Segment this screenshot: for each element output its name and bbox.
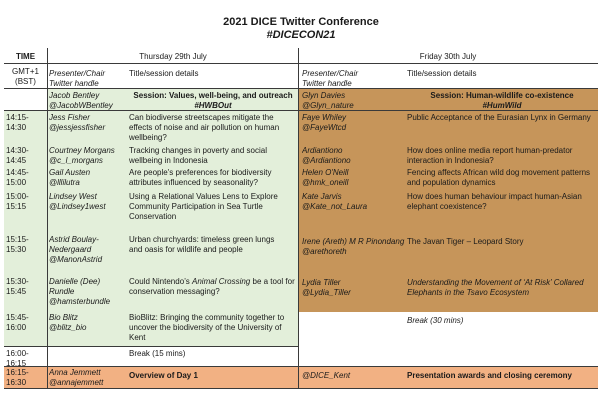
friday-presenter: Helen O'Neill @hmk_oneill [302, 168, 349, 187]
thursday-session-chair: Jacob Bentley @JacobWBentley [49, 91, 113, 110]
time-slot: 14:30- 14:45 [6, 146, 29, 165]
thursday-session-title: Session: Values, well-being, and outreach [133, 91, 293, 100]
friday-presenter: Irene (Areth) M R Pinondang @arethoreth [302, 237, 405, 256]
thursday-presenter: Danielle (Dee) Rundle @hamsterbundle [49, 277, 111, 306]
friday-talk-title: How does human behaviour impact human-Asian elephant coexistence? [407, 192, 582, 211]
friday-talk-title: How does online media report human-predator interaction in Indonesia? [407, 146, 573, 165]
friday-talk-title: The Javan Tiger – Leopard Story [407, 237, 524, 246]
friday-presenter: Faye Whiley @FayeWtcd [302, 113, 347, 132]
friday-session-chair: Glyn Davies @Glyn_nature [302, 91, 354, 110]
thursday-talk-title: Overview of Day 1 [129, 371, 198, 380]
time-slot: 15:00- 15:15 [6, 192, 29, 211]
friday-talk-title: Fencing affects African wild dog movement patterns and population dynamics [407, 168, 591, 187]
friday-talk-title: Public Acceptance of the Eurasian Lynx in Germany [407, 113, 591, 122]
time-slot: 15:15- 15:30 [6, 235, 29, 254]
friday-session-tag: #HumWild [482, 101, 522, 110]
friday-break: Break (30 mins) [407, 316, 464, 325]
grid-line [4, 346, 298, 347]
friday-presenter-header: Presenter/Chair Twitter handle [302, 69, 359, 88]
friday-talk-title: Understanding the Movement of ‘At Risk’ Collared Elephants in the Tsavo Ecosystem [407, 278, 584, 297]
thursday-presenter: Astrid Boulay- Nedergaard @ManonAstrid [49, 235, 103, 264]
time-header: TIME [15, 52, 36, 61]
title-text: Could Nintendo’s [129, 277, 193, 286]
friday-details-header: Title/session details [407, 69, 477, 78]
conference-title: 2021 DICE Twitter Conference [223, 16, 379, 28]
time-slot: 14:15- 14:30 [6, 113, 29, 132]
thursday-presenter: Lindsey West @Lindsey1west [49, 192, 106, 211]
thursday-talk-title: BioBlitz: Bringing the community together to uncover the biodiversity of the University of Kent [129, 313, 285, 342]
thursday-presenter: Bio Blitz @blitz_bio [49, 313, 87, 332]
friday-header: Friday 30th July [419, 52, 477, 61]
thursday-presenter-header: Presenter/Chair Twitter handle [49, 69, 106, 88]
thursday-talk-title: Tracking changes in poverty and social wellbeing in Indonesia [129, 146, 267, 165]
time-slot: 16:15- 16:30 [6, 368, 29, 387]
conference-hashtag: #DICECON21 [266, 29, 336, 41]
thursday-header: Thursday 29th July [139, 52, 207, 61]
grid-line [298, 48, 299, 388]
gmt-header: GMT+1 (BST) [12, 67, 39, 86]
thursday-talk-title [129, 277, 297, 297]
grid-line [4, 63, 598, 64]
friday-session-title: Session: Human-wildlife co-existence [430, 91, 574, 100]
title-emphasis: Animal Crossing [192, 277, 251, 286]
grid-line [4, 388, 598, 389]
time-slot: 14:45- 15:00 [6, 168, 29, 187]
grid-line [47, 48, 48, 388]
thursday-break: Break (15 mins) [129, 349, 186, 358]
time-slot: 15:30- 15:45 [6, 277, 29, 296]
thursday-session-tag: #HWBOut [194, 101, 232, 110]
thursday-presenter: Courtney Morgans @c_l_morgans [49, 146, 115, 165]
thursday-talk-title: Are people's preferences for biodiversity attributes influenced by seasonality? [129, 168, 272, 187]
friday-presenter: Ardiantiono @Ardiantiono [302, 146, 351, 165]
friday-talk-title: Presentation awards and closing ceremony [407, 371, 572, 380]
friday-presenter: Lydia Tiller @Lydia_Tiller [302, 278, 351, 297]
time-slot: 16:00- 16:15 [6, 349, 29, 368]
thursday-presenter: Jess Fisher @jessjessfisher [49, 113, 106, 132]
friday-presenter: Kate Jarvis @Kate_not_Laura [302, 192, 368, 211]
thursday-talk-title: Can biodiverse streetscapes mitigate the effects of noise and air pollution on human wellbeing? [129, 113, 280, 142]
time-slot: 15:45- 16:00 [6, 313, 29, 332]
thursday-presenter: Gail Austen @lllilutra [49, 168, 91, 187]
friday-presenter: @DICE_Kent [302, 371, 351, 380]
thursday-talk-title: Using a Relational Values Lens to Explore Community Participation in Sea Turtle Conservation [129, 192, 278, 221]
title-text: be a tool for conservation messaging? [129, 277, 295, 296]
thursday-details-header: Title/session details [129, 69, 199, 78]
thursday-presenter: Anna Jemmett @annajemmett [49, 368, 104, 387]
thursday-talk-title: Urban churchyards: timeless green lungs and oasis for wildlife and people [129, 235, 275, 254]
grid-line [4, 366, 598, 367]
